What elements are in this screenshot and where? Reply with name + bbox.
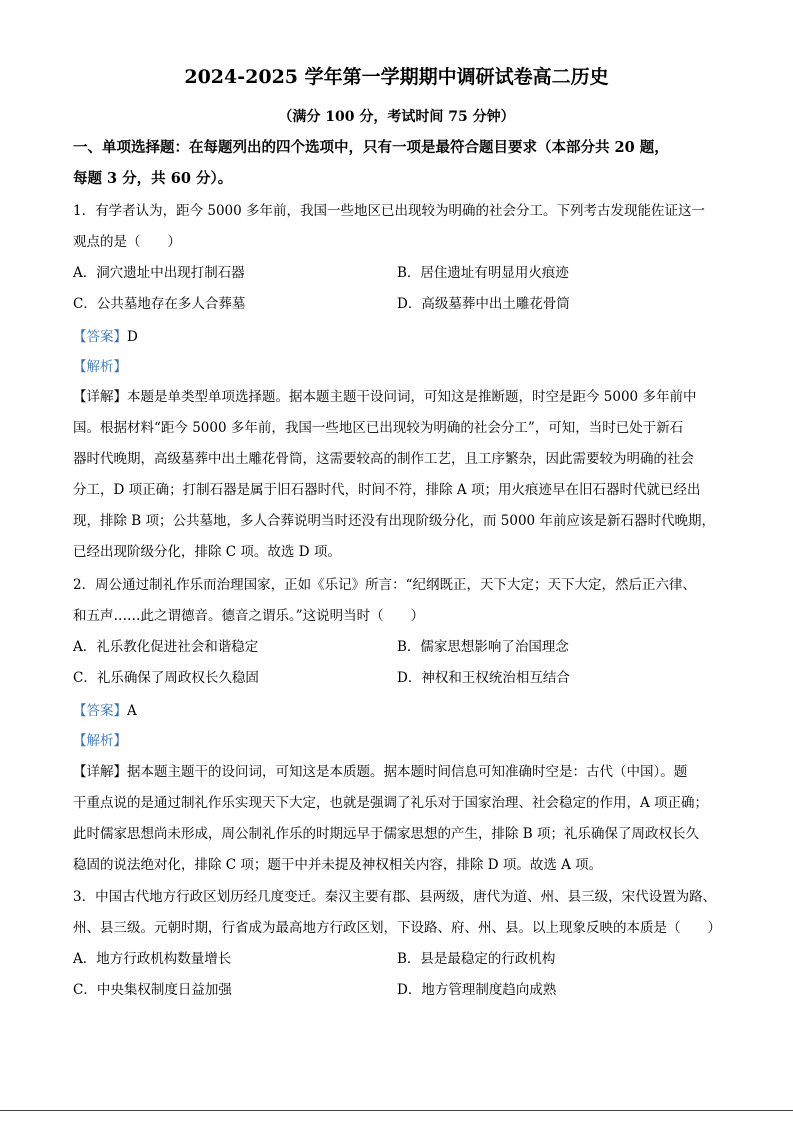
- q2-detail-line1: [73, 762, 687, 782]
- q1-detail-line4: 分工，D 项正确；打制石器是属于旧石器时代，时间不符，排除 A 项；用火痕迹早在旧石器时代就已经出: [73, 482, 701, 498]
- q3-option-b: B．县是最稳定的行政机构: [397, 951, 556, 967]
- q2-answer: [73, 701, 137, 721]
- q2-stem-line1: 2．周公通过制礼作乐而治理国家，正如《乐记》所言：“纪纲既正，天下大定；天下大定，然后正六律、: [73, 577, 696, 593]
- q2-analysis-tag: [73, 731, 127, 751]
- q1-analysis-tag: [73, 357, 127, 377]
- q2-option-c: C．礼乐确保了周政权长久稳固: [73, 670, 259, 686]
- q2-option-b: B．儒家思想影响了治国理念: [397, 639, 569, 655]
- q3-option-a: A．地方行政机构数量增长: [73, 951, 232, 967]
- q1-detail-line1: [73, 387, 696, 407]
- detail-tag: 【详解】: [73, 764, 127, 780]
- analysis-tag: 【解析】: [73, 733, 127, 749]
- analysis-tag: 【解析】: [73, 359, 127, 375]
- q1-detail-line5: 现，排除 B 项；公共墓地，多人合葬说明当时还没有出现阶级分化，而 5000 年前应该是新石器时代晚期，: [73, 513, 715, 529]
- q1-option-d: D．高级墓葬中出土雕花骨筒: [397, 296, 570, 312]
- answer-tag: 【答案】: [73, 703, 127, 719]
- answer-value: A: [127, 703, 137, 719]
- answer-value: D: [127, 329, 138, 345]
- section-heading: [73, 132, 723, 194]
- q3-stem-line2: 州、县三级。元朝时期，行省成为最高地方行政区划，下设路、府、州、县。以上现象反映的本质是（ ）: [73, 920, 721, 936]
- q3-option-c: C．中央集权制度日益加强: [73, 982, 232, 998]
- exam-title: 2024-2025 学年第一学期期中调研试卷高二历史: [184, 66, 609, 88]
- q2-option-a: A．礼乐教化促进社会和谐稳定: [73, 639, 259, 655]
- q1-option-a: A．洞穴遗址中出现打制石器: [73, 265, 245, 281]
- q1-detail-line3: 器时代晚期，高级墓葬中出土雕花骨筒，这需要较高的制作工艺，且工序繁杂，因此需要较为明确的社会: [73, 451, 694, 467]
- q1-option-c: C．公共墓地存在多人合葬墓: [73, 296, 246, 312]
- section-heading-line1: 一、单项选择题：在每题列出的四个选项中，只有一项是最符合题目要求（本部分共 20 题，: [73, 139, 669, 156]
- detail-tag: 【详解】: [73, 389, 127, 405]
- q1-stem-line2: 观点的是（ ）: [73, 234, 181, 250]
- q2-detail-line3: 此时儒家思想尚未形成，周公制礼作乐的时期远早于儒家思想的产生，排除 B 项；礼乐确保了周政权长久: [73, 826, 700, 842]
- q3-stem-line1: 3．中国古代地方行政区划历经几度变迁。秦汉主要有郡、县两级，唐代为道、州、县三级，宋代设置为路、: [73, 889, 717, 905]
- page-bottom-divider: [0, 1110, 793, 1111]
- q1-detail-line6: 已经出现阶级分化，排除 C 项。故选 D 项。: [73, 544, 341, 560]
- section-heading-line2: 每题 3 分，共 60 分）。: [73, 170, 233, 187]
- q3-option-d: D．地方管理制度趋向成熟: [397, 982, 557, 998]
- q2-detail-line4: 稳固的说法绝对化，排除 C 项；题干中并未提及神权相关内容，排除 D 项。故选 A 项。: [73, 857, 603, 873]
- q2-detail-line2: 干重点说的是通过制礼作乐实现天下大定，也就是强调了礼乐对于国家治理、社会稳定的作用，A 项正确；: [73, 795, 709, 811]
- detail-text: 本题是单类型单项选择题。据本题主题干设问词，可知这是推断题，时空是距今 5000 多年前中: [127, 389, 697, 405]
- q1-detail-line2: 国。根据材料“距今 5000 多年前，我国一些地区已出现较为明确的社会分工”，可知，当时已处于新石: [73, 420, 684, 436]
- q2-stem-line2: 和五声……此之谓德音。德音之谓乐。”这说明当时（ ）: [73, 608, 425, 624]
- q1-answer: [73, 327, 138, 347]
- q1-stem-line1: 1．有学者认为，距今 5000 多年前，我国一些地区已出现较为明确的社会分工。下列考古发现能佐证这一: [73, 203, 706, 219]
- q2-option-d: D．神权和王权统治相互结合: [397, 670, 570, 686]
- answer-tag: 【答案】: [73, 329, 127, 345]
- q1-option-b: B．居住遗址有明显用火痕迹: [397, 265, 569, 281]
- detail-text: 据本题主题干的设问词，可知这是本质题。据本题时间信息可知准确时空是：古代（中国）。题: [127, 764, 688, 780]
- exam-subtitle: （满分 100 分，考试时间 75 分钟）: [278, 109, 515, 125]
